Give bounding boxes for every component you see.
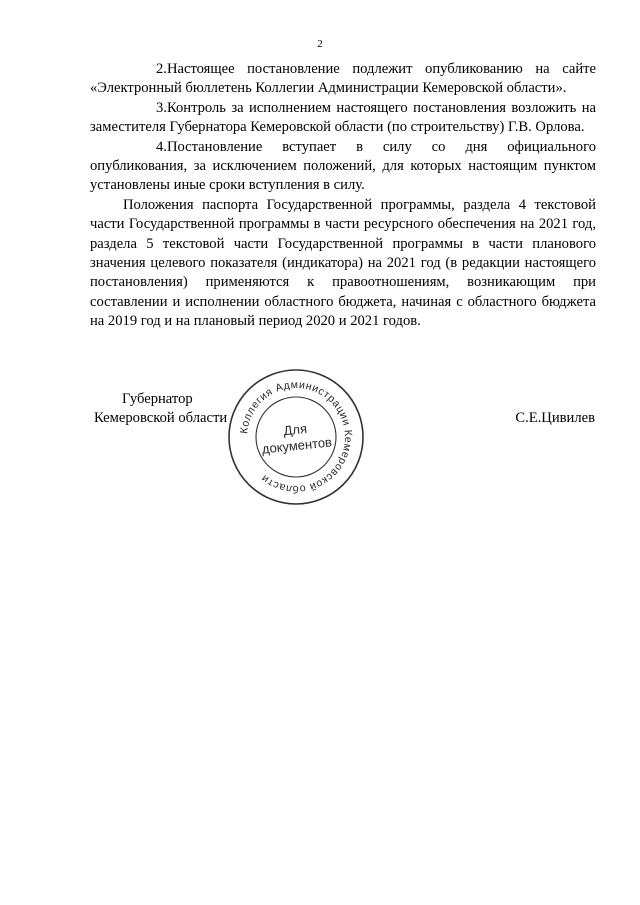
paragraph-text: Настоящее постановление подлежит опубликованию на сайте «Электронный бюллетень Коллегии Администрации Кемеровской области».: [90, 61, 596, 97]
document-body: [90, 60, 596, 332]
paragraph-number: 4.: [156, 138, 167, 155]
official-stamp: [226, 367, 366, 507]
paragraph-text: Контроль за исполнением настоящего постановления возложить на заместителя Губернатора Кемеровской области (по строительству) Г.В. Орлова.: [90, 99, 596, 136]
signatory-position-line1: Губернатор: [122, 391, 193, 407]
paragraph-effective-date: [90, 138, 596, 196]
signatory-position: [94, 390, 227, 429]
paragraph-number: 3.: [156, 99, 167, 116]
paragraph-text: Постановление вступает в силу со дня официального опубликования, за исключением положений, для которых настоящим пунктом установлены иные сроки вступления в силу.: [90, 138, 596, 194]
paragraph-number: 2.: [156, 61, 167, 77]
stamp-center-line2: документов: [261, 434, 333, 457]
signatory-position-line2: Кемеровской области: [94, 410, 228, 427]
stamp-ring-text: Коллегия Администрации Кемеровской области: [238, 378, 355, 496]
paragraph-publication: [90, 60, 596, 99]
paragraph-control: [90, 99, 596, 138]
stamp-center-line1: Для: [282, 420, 308, 439]
signatory-name: С.Е.Цивилев: [515, 410, 595, 426]
page-number: 2: [317, 38, 323, 50]
paragraph-text: Положения паспорта Государственной программы, раздела 4 текстовой части Государственной программы в части ресурсного обеспечения на 2021 год, раздела 5 текстовой части Государственной программы в части планового значения целевого показателя (индикатора) на 2021 год (в редакции настоящего постановления) применяются к правоотношениям, возникающим при составлении и исполнении областного бюджета, начиная с областного бюджета на 2019 год и на плановый период 2020 и 2021 годов.: [90, 196, 596, 330]
paragraph-provisions: [90, 196, 596, 332]
